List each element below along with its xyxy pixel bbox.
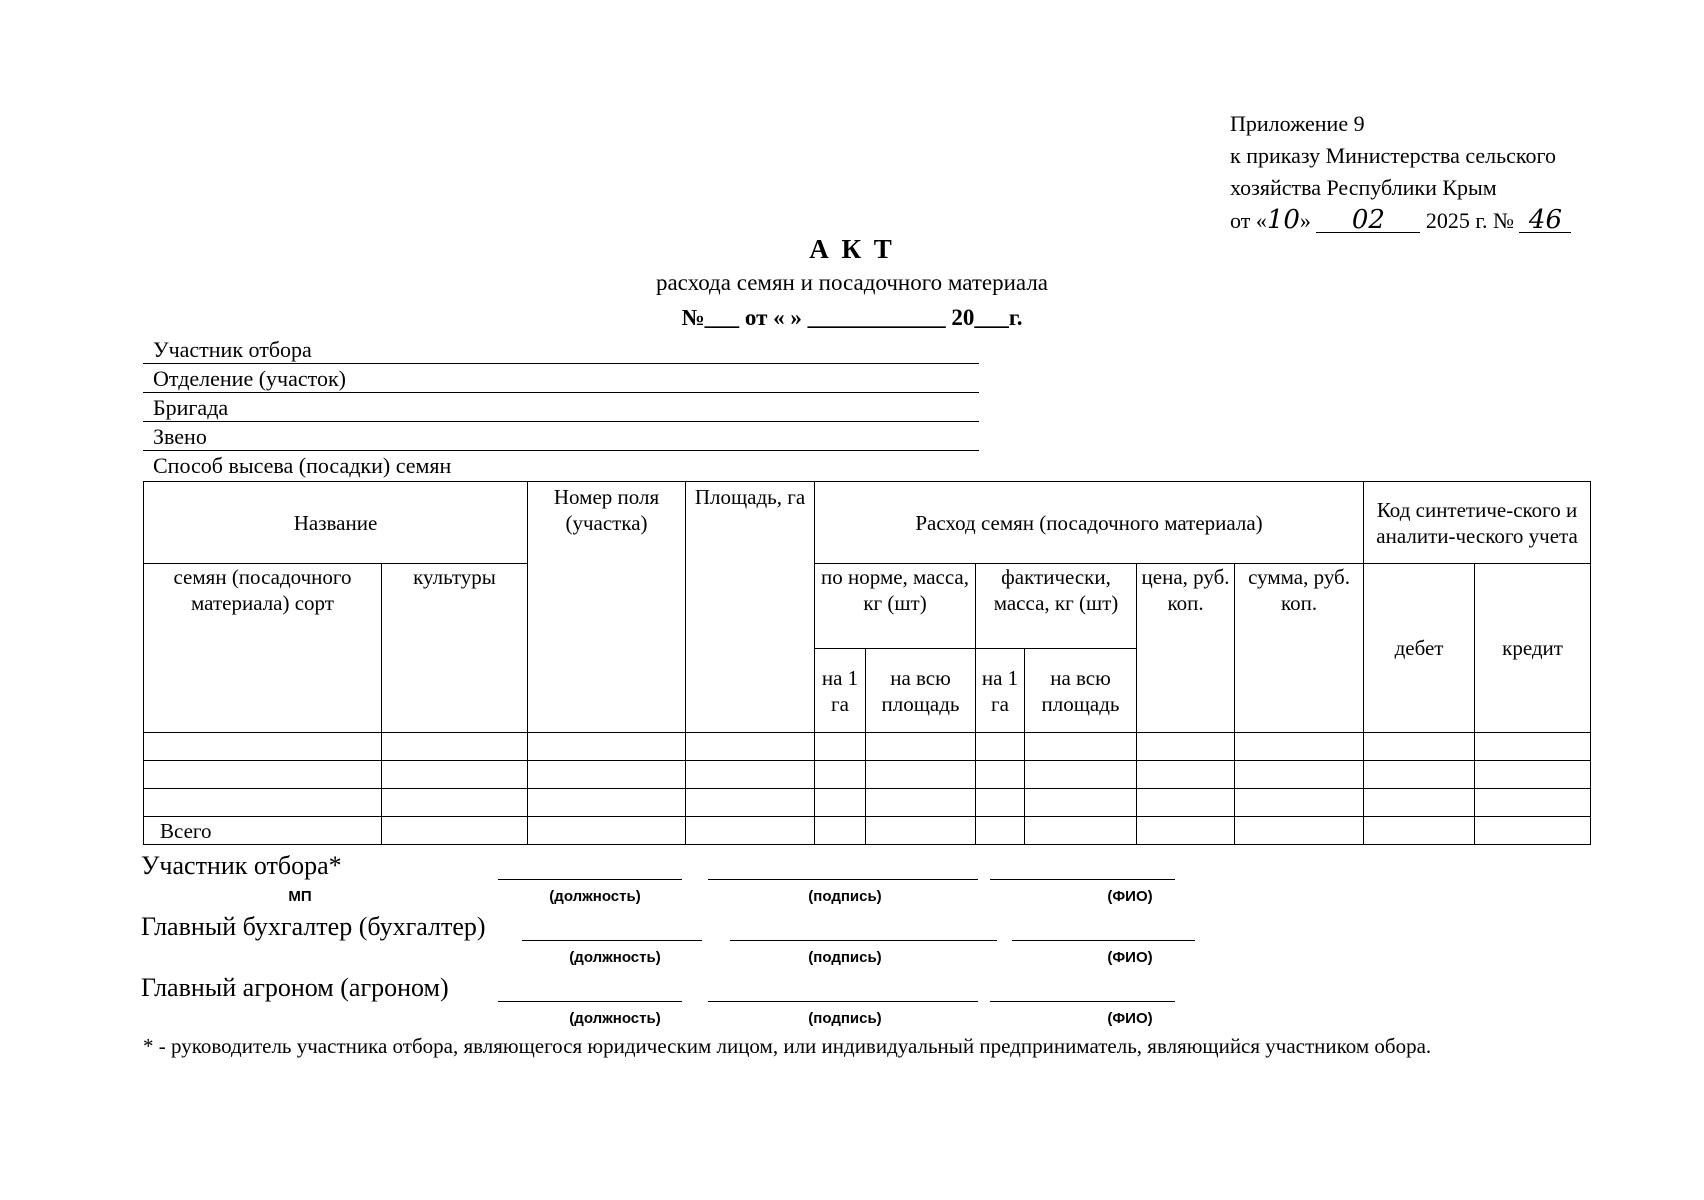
sig-participant-fio-line <box>990 878 1175 880</box>
footnote: * - руководитель участника отбора, являющегося юридическим лицом, или индивидуальный предприниматель, являющийся участником обора. <box>143 1034 1432 1058</box>
header-name: Название <box>144 482 528 564</box>
appendix-line-3: хозяйства Республики Крым <box>1230 175 1497 200</box>
sig-accountant-label: Главный бухгалтер (бухгалтер) <box>141 912 486 941</box>
caption-position: (должность) <box>569 949 661 966</box>
field-department: Отделение (участок) <box>143 364 979 393</box>
header-consumption: Расход семян (посадочного материала) <box>815 482 1364 564</box>
caption-fio: (ФИО) <box>1107 1010 1153 1027</box>
seed-consumption-table <box>143 481 1591 845</box>
stamp-label: МП <box>288 888 312 905</box>
caption-fio: (ФИО) <box>1107 949 1153 966</box>
header-account-code: Код синтетиче-ского и аналити-ческого учета <box>1364 482 1591 564</box>
table-row <box>144 789 1591 817</box>
appendix-line-2: к приказу Министерства сельского <box>1230 143 1556 168</box>
field-unit: Звено <box>143 422 979 451</box>
caption-signature: (подпись) <box>808 888 882 905</box>
appendix-block <box>1230 108 1571 237</box>
caption-position: (должность) <box>569 1010 661 1027</box>
caption-position: (должность) <box>549 888 641 905</box>
title-block <box>0 232 1704 336</box>
date-mid: » <box>1299 208 1311 233</box>
sig-participant-position-line <box>498 878 682 880</box>
field-sowing-method: Способ высева (посадки) семян <box>153 453 452 478</box>
sig-agronomist-position-line <box>498 1000 682 1002</box>
doc-number-line: №___ от « » ____________ 20___г. <box>681 305 1023 330</box>
header-area: Площадь, га <box>686 482 815 733</box>
appendix-line-1: Приложение 9 <box>1230 111 1365 136</box>
doc-subtitle: расхода семян и посадочного материала <box>655 270 1049 295</box>
date-month: 02 <box>1316 208 1420 233</box>
header-seeds-variety: семян (посадочного материала) сорт <box>144 564 382 733</box>
caption-signature: (подпись) <box>808 1010 882 1027</box>
total-label: Всего <box>144 817 382 845</box>
header-actual-whole-area: на всю площадь <box>1025 649 1137 733</box>
sig-participant-label: Участник отбора* <box>141 851 342 880</box>
header-culture: культуры <box>382 564 528 733</box>
field-brigade: Бригада <box>143 393 979 422</box>
sig-accountant-signature-line <box>730 939 997 941</box>
table-row <box>144 733 1591 761</box>
header-sum: сумма, руб. коп. <box>1235 564 1364 733</box>
sig-agronomist-label: Главный агроном (агроном) <box>141 973 449 1002</box>
date-prefix: от « <box>1230 208 1267 233</box>
header-actual: фактически, масса, кг (шт) <box>976 564 1137 649</box>
header-credit: кредит <box>1475 564 1591 733</box>
field-participant: Участник отбора <box>143 335 979 364</box>
header-norm-per-ha: на 1 га <box>815 649 866 733</box>
sig-agronomist-fio-line <box>990 1000 1175 1002</box>
sig-accountant-position-line <box>522 939 702 941</box>
table-total-row <box>144 817 1591 845</box>
header-price: цена, руб. коп. <box>1137 564 1235 733</box>
caption-fio: (ФИО) <box>1107 888 1153 905</box>
order-number: 46 <box>1519 208 1571 233</box>
date-year-suffix: 2025 г. № <box>1425 208 1514 233</box>
sig-participant-signature-line <box>708 878 978 880</box>
sig-agronomist-signature-line <box>708 1000 978 1002</box>
table-row <box>144 761 1591 789</box>
doc-title: А К Т <box>809 234 895 264</box>
header-norm-whole-area: на всю площадь <box>866 649 976 733</box>
sig-accountant-fio-line <box>1012 939 1195 941</box>
date-day: 10 <box>1266 205 1300 235</box>
header-actual-per-ha: на 1 га <box>976 649 1025 733</box>
header-field-number: Номер поля (участка) <box>528 482 686 733</box>
header-by-norm: по норме, масса, кг (шт) <box>815 564 976 649</box>
caption-signature: (подпись) <box>808 949 882 966</box>
header-debit: дебет <box>1364 564 1475 733</box>
